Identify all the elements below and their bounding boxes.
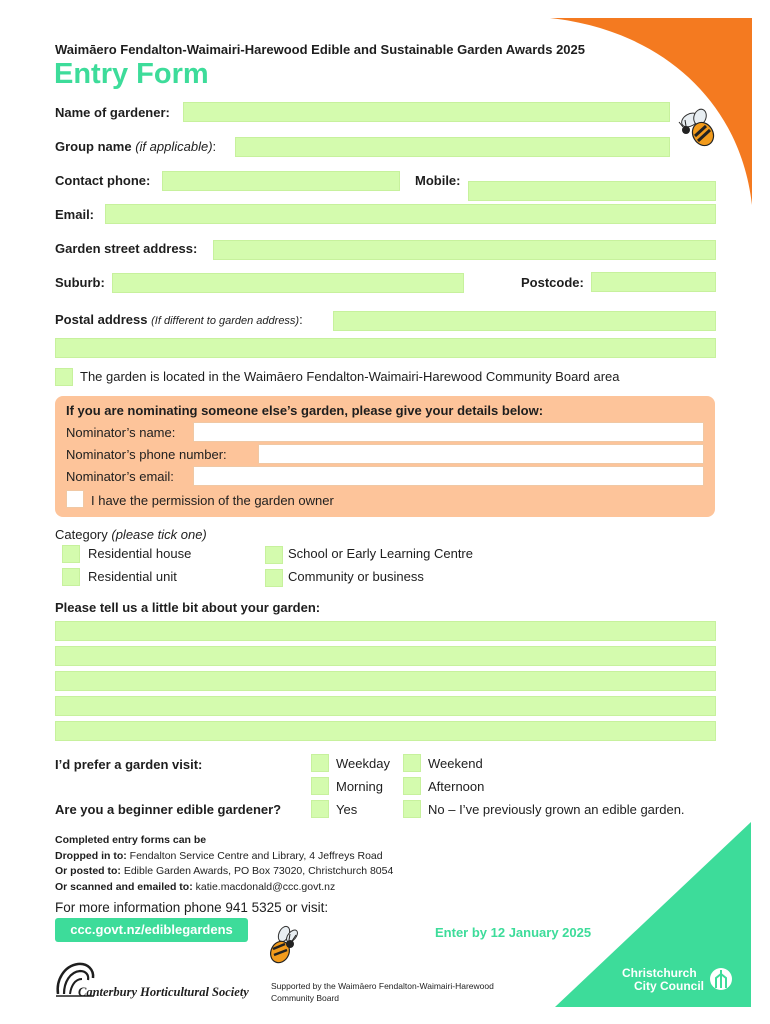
category-option-residential-house: Residential house <box>88 546 192 561</box>
mobile-input[interactable] <box>468 181 716 201</box>
page-title: Entry Form <box>54 58 209 90</box>
group-name-note: (if applicable) <box>135 139 213 154</box>
submission-heading: Completed entry forms can be <box>55 834 207 846</box>
weekday-checkbox[interactable] <box>311 754 329 772</box>
gardener-name-input[interactable] <box>183 102 670 122</box>
postal-address-colon: : <box>299 312 303 327</box>
about-garden-line-2[interactable] <box>55 646 716 666</box>
submission-emailed <box>55 881 335 893</box>
suburb-input[interactable] <box>112 273 464 293</box>
group-name-colon: : <box>212 139 217 154</box>
postcode-input[interactable] <box>591 272 716 292</box>
nominator-heading: If you are nominating someone else’s garden, please give your details below: <box>66 403 544 418</box>
category-label <box>55 527 207 542</box>
group-name-label <box>55 139 216 154</box>
category-note: (please tick one) <box>111 527 207 542</box>
postal-address-input-2[interactable] <box>55 338 716 358</box>
bee-icon <box>676 106 718 150</box>
afternoon-checkbox[interactable] <box>403 777 421 795</box>
morning-checkbox[interactable] <box>311 777 329 795</box>
postal-address-label <box>55 312 303 327</box>
category-checkbox-school[interactable] <box>265 546 283 564</box>
weekday-label: Weekday <box>336 756 390 771</box>
about-garden-line-3[interactable] <box>55 671 716 691</box>
council-logo-icon <box>708 966 734 992</box>
nominator-name-label: Nominator’s name: <box>66 425 176 440</box>
supported-by-line-1: Supported by the Waimāero Fendalton-Waimairi-Harewood <box>271 981 494 991</box>
emailed-label: Or scanned and emailed to: <box>55 881 193 893</box>
suburb-label: Suburb: <box>55 275 105 290</box>
group-name-text: Group name <box>55 139 132 154</box>
beginner-no-checkbox[interactable] <box>403 800 421 818</box>
permission-label: I have the permission of the garden owner <box>91 493 334 508</box>
form-subtitle: Waimāero Fendalton-Waimairi-Harewood Edible and Sustainable Garden Awards 2025 <box>55 42 585 57</box>
about-garden-label: Please tell us a little bit about your garden: <box>55 600 321 615</box>
morning-label: Morning <box>336 779 383 794</box>
community-board-label: The garden is located in the Waimāero Fendalton-Waimairi-Harewood Community Board area <box>80 369 620 384</box>
contact-phone-input[interactable] <box>162 171 400 191</box>
category-checkbox-residential-unit[interactable] <box>62 568 80 586</box>
community-board-checkbox[interactable] <box>55 368 73 386</box>
weekend-checkbox[interactable] <box>403 754 421 772</box>
bee-icon <box>264 924 302 966</box>
category-text: Category <box>55 527 108 542</box>
street-address-input[interactable] <box>213 240 716 260</box>
category-option-community: Community or business <box>288 569 424 584</box>
posted-label: Or posted to: <box>55 865 121 877</box>
permission-checkbox[interactable] <box>66 490 84 508</box>
afternoon-label: Afternoon <box>428 779 485 794</box>
category-option-residential-unit: Residential unit <box>88 569 177 584</box>
supported-by-line-2: Community Board <box>271 993 340 1003</box>
mobile-label: Mobile: <box>415 173 461 188</box>
weekend-label: Weekend <box>428 756 483 771</box>
beginner-yes-checkbox[interactable] <box>311 800 329 818</box>
email-label: Email: <box>55 207 95 222</box>
postal-address-input-1[interactable] <box>333 311 716 331</box>
about-garden-line-1[interactable] <box>55 621 716 641</box>
street-address-label: Garden street address: <box>55 241 198 256</box>
postcode-label: Postcode: <box>521 275 584 290</box>
submission-posted <box>55 865 393 877</box>
postal-address-text: Postal address <box>55 312 148 327</box>
nominator-name-input[interactable] <box>193 422 704 442</box>
council-name-2: City Council <box>634 979 705 993</box>
garden-visit-label: I’d prefer a garden visit: <box>55 757 203 772</box>
category-checkbox-community[interactable] <box>265 569 283 587</box>
emailed-value[interactable]: katie.macdonald@ccc.govt.nz <box>195 881 336 893</box>
beginner-no-label: No – I’ve previously grown an edible garden. <box>428 802 685 817</box>
entry-deadline: Enter by 12 January 2025 <box>435 925 592 940</box>
council-name-1: Christchurch <box>622 966 697 980</box>
beginner-yes-label: Yes <box>336 802 358 817</box>
gardener-name-label: Name of gardener: <box>55 105 170 120</box>
contact-phone-label: Contact phone: <box>55 173 151 188</box>
more-info-text: For more information phone 941 5325 or visit: <box>55 900 329 915</box>
posted-value: Edible Garden Awards, PO Box 73020, Christchurch 8054 <box>123 865 394 877</box>
email-input[interactable] <box>105 204 716 224</box>
about-garden-line-5[interactable] <box>55 721 716 741</box>
category-checkbox-residential-house[interactable] <box>62 545 80 563</box>
beginner-label: Are you a beginner edible gardener? <box>55 802 282 817</box>
nominator-phone-input[interactable] <box>258 444 704 464</box>
category-option-school: School or Early Learning Centre <box>288 546 473 561</box>
dropped-label: Dropped in to: <box>55 850 127 862</box>
website-link[interactable]: ccc.govt.nz/ediblegardens <box>55 918 248 942</box>
dropped-value: Fendalton Service Centre and Library, 4 Jeffreys Road <box>129 850 383 862</box>
group-name-input[interactable] <box>235 137 670 157</box>
society-name: Canterbury Horticultural Society <box>78 985 249 999</box>
postal-address-note: (If different to garden address) <box>151 315 300 327</box>
nominator-phone-label: Nominator’s phone number: <box>66 447 227 462</box>
nominator-email-input[interactable] <box>193 466 704 486</box>
nominator-email-label: Nominator’s email: <box>66 469 174 484</box>
submission-dropped <box>55 850 383 862</box>
about-garden-line-4[interactable] <box>55 696 716 716</box>
